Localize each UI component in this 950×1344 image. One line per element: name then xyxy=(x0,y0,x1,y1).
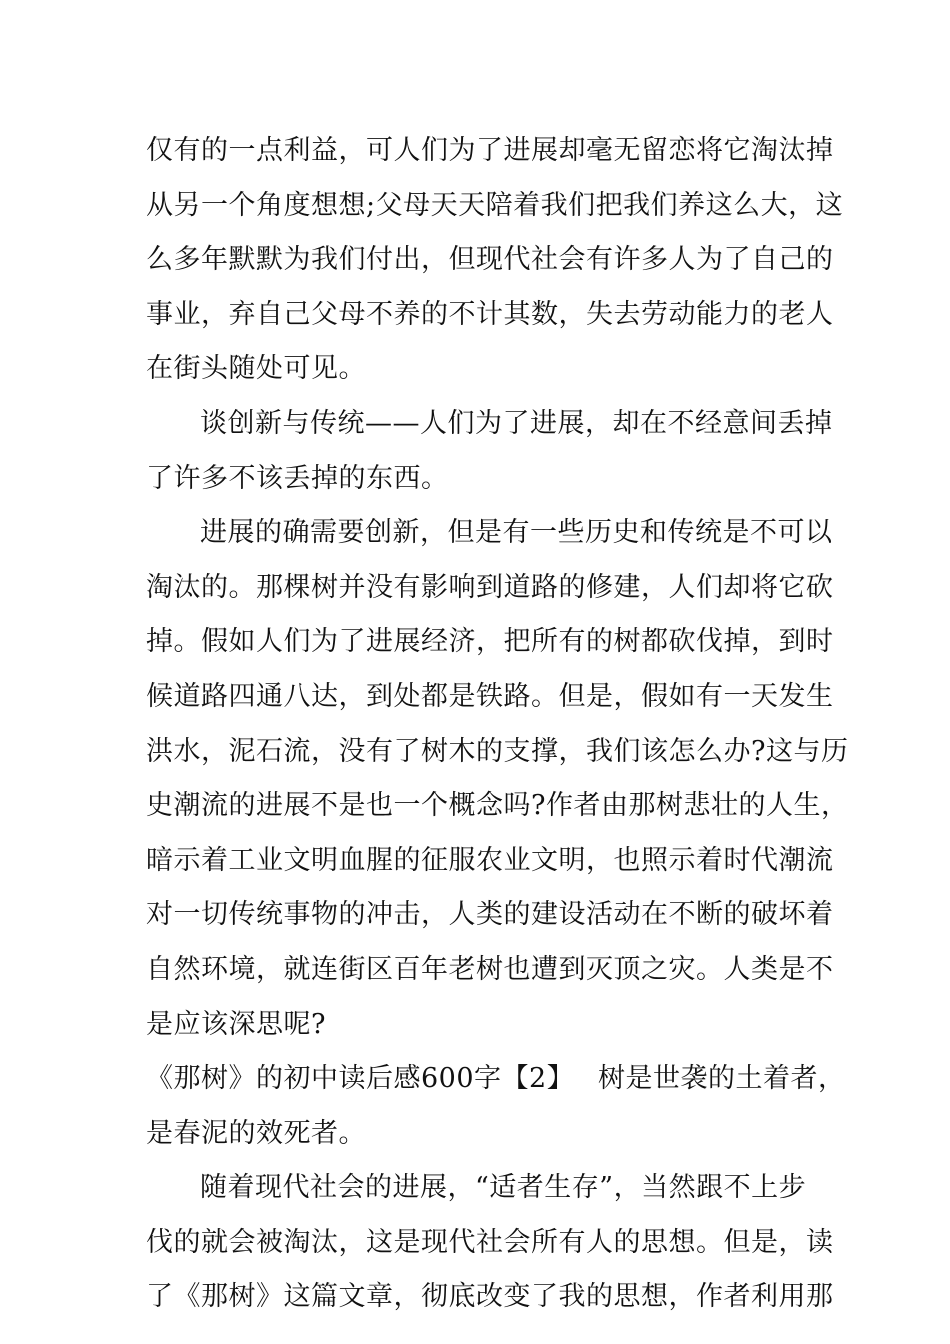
text-line: 在街头随处可见。 xyxy=(146,353,366,385)
paragraph-1 xyxy=(146,124,844,397)
text-line: 从另一个角度想想;父母天天陪着我们把我们养这么大，这 xyxy=(146,189,844,221)
text-line: 史潮流的进展不是也一个概念吗?作者由那树悲壮的人生， xyxy=(146,790,849,822)
paragraph-5 xyxy=(146,1161,834,1325)
text-line: 仅有的一点利益，可人们为了进展却毫无留恋将它淘汰掉 xyxy=(146,135,834,166)
text-line-indented xyxy=(146,1161,826,1216)
text-line: 是应该深思呢? xyxy=(146,1008,326,1040)
text-line-indented xyxy=(146,506,833,561)
text-line: 自然环境，就连街区百年老树也遭到灭顶之灾。人类是不 xyxy=(146,953,834,985)
text-line: 了《那树》这篇文章，彻底改变了我的思想，作者利用那 xyxy=(146,1281,834,1313)
paragraph-2 xyxy=(146,397,833,506)
section-heading: 《那树》的初中读后感600字【2】 xyxy=(146,1063,575,1095)
text-line: 伐的就会被淘汰，这是现代社会所有人的思想。但是，读 xyxy=(146,1226,834,1258)
text-segment: 树是世袭的土着者， xyxy=(598,1063,846,1095)
text-line: 事业，弃自己父母不养的不计其数，失去劳动能力的老人 xyxy=(146,298,834,330)
body-text xyxy=(146,124,849,1325)
text-line: 候道路四通八达，到处都是铁路。但是，假如有一天发生 xyxy=(146,680,834,712)
paragraph-4 xyxy=(146,1052,846,1161)
text-line: 洪水，泥石流，没有了树木的支撑，我们该怎么办?这与历 xyxy=(146,735,849,767)
text-line: 对一切传统事物的冲击，人类的建设活动在不断的破坏着 xyxy=(146,899,834,931)
section-heading-line xyxy=(146,1052,846,1107)
text-line: 么多年默默为我们付出，但现代社会有许多人为了自己的 xyxy=(146,244,834,276)
paragraph-3 xyxy=(146,506,849,1052)
text-segment: 随着现代社会的进展，“适者生存”，当然跟不上步 xyxy=(200,1172,807,1204)
text-segment: 谈创新与传统——人们为了进展，却在不经意间丢掉 xyxy=(200,407,833,439)
text-line: 掉。假如人们为了进展经济，把所有的树都砍伐掉，到时 xyxy=(146,626,834,658)
text-line: 是春泥的效死者。 xyxy=(146,1117,366,1149)
text-line: 了许多不该丢掉的东西。 xyxy=(146,462,449,494)
text-segment: 进展的确需要创新，但是有一些历史和传统是不可以 xyxy=(200,517,833,549)
text-line: 暗示着工业文明血腥的征服农业文明，也照示着时代潮流 xyxy=(146,844,834,876)
text-line: 淘汰的。那棵树并没有影响到道路的修建，人们却将它砍 xyxy=(146,571,834,603)
text-line-indented xyxy=(146,397,833,452)
